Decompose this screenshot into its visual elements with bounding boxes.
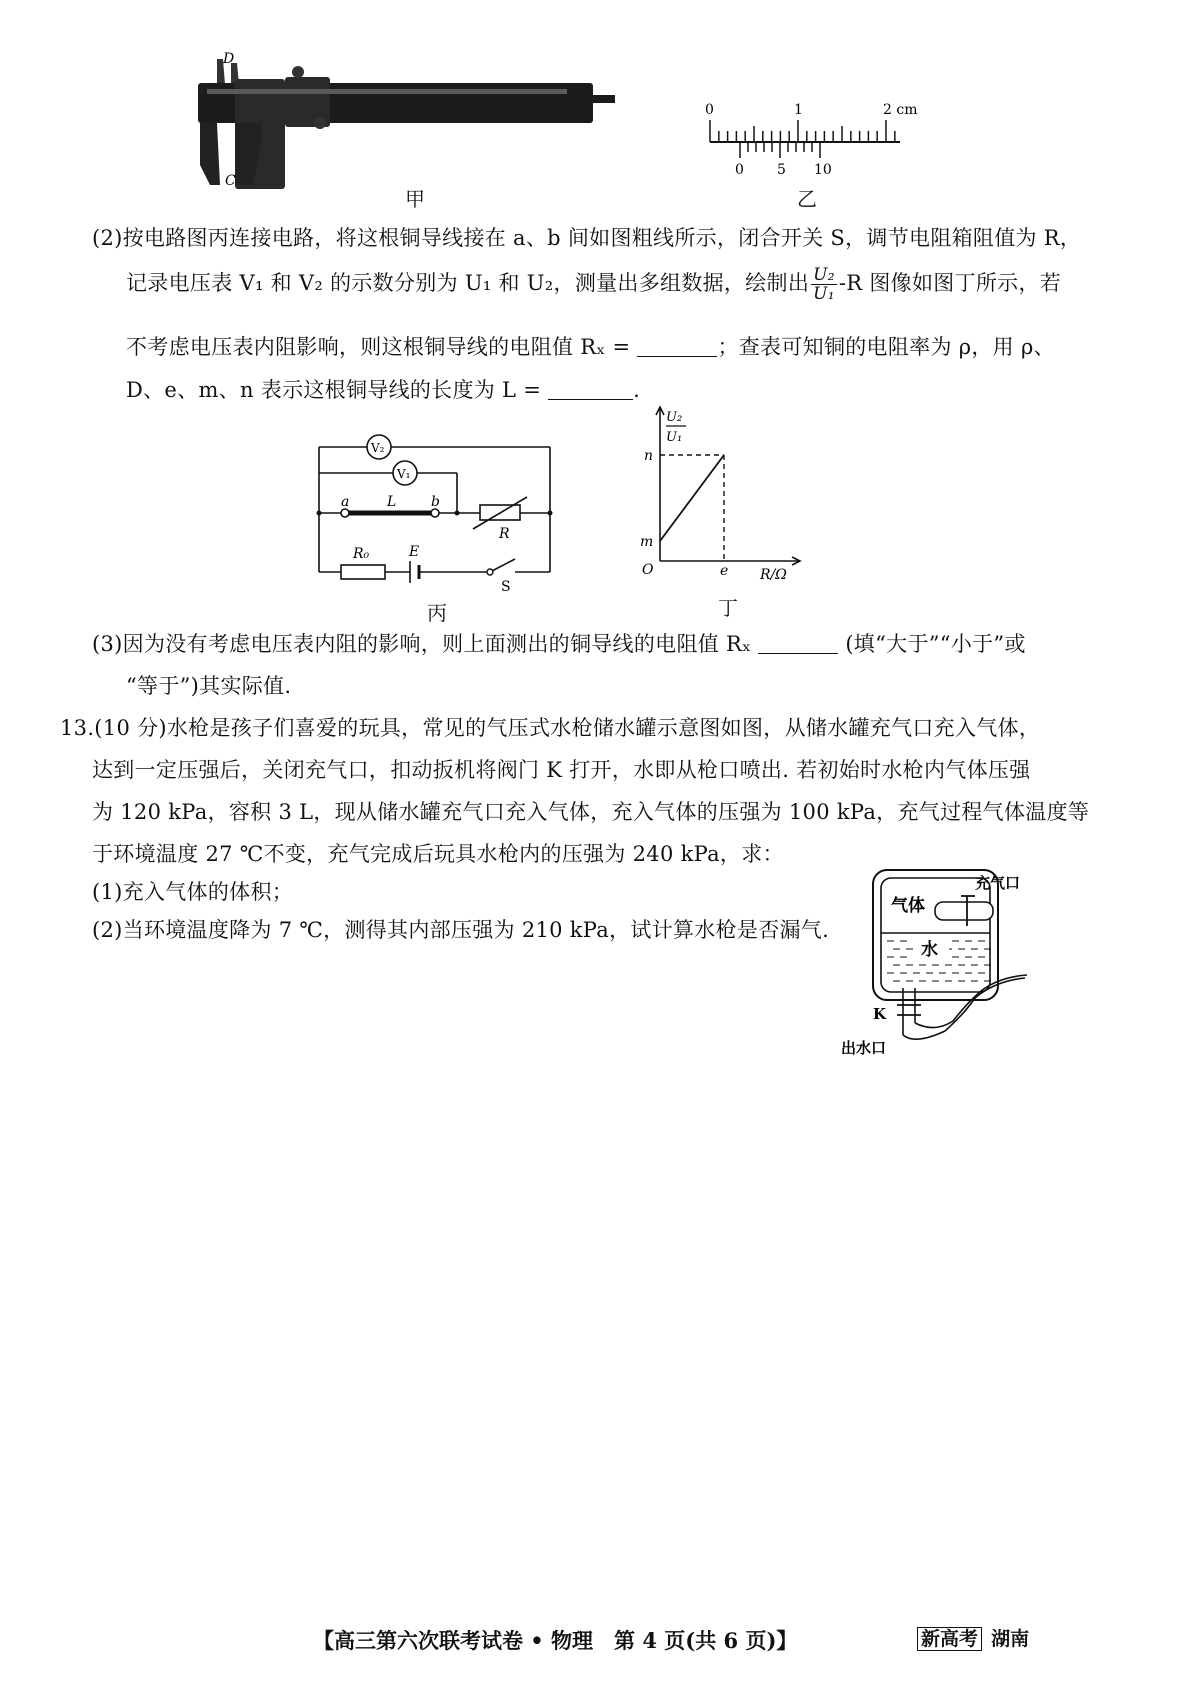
caliper-jaw-d-label: D <box>223 51 235 67</box>
footer-tag-wrap <box>917 1624 1029 1651</box>
q12-p2-line1: (2)按电路图丙连接电路，将这根铜导线接在 a、b 间如图粗线所示，闭合开关 S，调节电阻箱阻值为 R， <box>92 226 1082 250</box>
q12-p2-line4 <box>126 374 640 404</box>
tick-e-label: e <box>720 563 729 579</box>
resistor-r0-icon <box>341 565 385 579</box>
x-axis-label: R/Ω <box>760 567 787 583</box>
valve-k-label: K <box>873 1005 887 1023</box>
voltmeter-v1-label: V₁ <box>397 467 411 481</box>
q12-p2-line2 <box>126 266 1061 303</box>
ratio-vs-r-graph <box>632 403 812 583</box>
q12-p3-line1 <box>92 628 1026 658</box>
switch-s-label: S <box>501 579 511 595</box>
water-tank-figure <box>835 863 1050 1063</box>
q13-line2: 达到一定压强后，关闭充气口，扣动扳机将阀门 K 打开，水即从枪口喷出. 若初始时水枪内气体压强 <box>92 758 1031 782</box>
q12-p2-line3-start: 不考虑电压表内阻影响，则这根铜导线的电阻值 Rₓ = <box>126 335 631 359</box>
q13-line3: 为 120 kPa，容积 3 L，现从储水罐充气口充入气体，充入气体的压强为 100 kPa，充气过程气体温度等 <box>92 800 1090 824</box>
q12-p3-line1-start: (3)因为没有考虑电压表内阻的影响，则上面测出的铜导线的电阻值 Rₓ <box>92 632 752 656</box>
ratio-fraction <box>811 266 837 303</box>
tick-m-label: m <box>640 534 654 550</box>
q12-p3-line1-end: (填“大于”“小于”或 <box>845 632 1026 656</box>
caliper-figure <box>195 45 635 190</box>
terminal-a-label: a <box>341 494 350 510</box>
tick-n-label: n <box>644 448 654 464</box>
q13-line1: 13.(10 分)水枪是孩子们喜爱的玩具，常见的气压式水枪储水罐示意图如图，从储水罐充气口充入气体， <box>60 716 1041 740</box>
exam-type-badge: 新高考 <box>917 1627 982 1651</box>
vernier-main-tick-1: 1 <box>794 102 803 118</box>
q12-p2-line4-end: . <box>633 378 641 402</box>
q13-sub1: (1)充入气体的体积； <box>92 880 294 904</box>
inlet-label: 充气口 <box>975 874 1021 892</box>
resistance-box-label: R <box>499 526 510 542</box>
gas-label: 气体 <box>891 896 925 916</box>
vernier-vtick-0: 0 <box>735 162 744 178</box>
vernier-main-tick-2: 2 cm <box>883 102 918 118</box>
rx-answer-blank[interactable] <box>637 338 717 357</box>
caliper-jaw-c-label: C <box>225 173 236 189</box>
y-axis-numerator: U₂ <box>666 410 683 425</box>
region-label: 湖南 <box>991 1628 1030 1650</box>
q12-p2-line3 <box>126 331 1055 361</box>
resistor-r0-label: R₀ <box>353 546 370 562</box>
q13-line4: 于环境温度 27 ℃不变，充气完成后玩具水枪内的压强为 240 kPa，求： <box>92 842 784 866</box>
outlet-label: 出水口 <box>841 1039 887 1057</box>
caliper-caption: 甲 <box>405 187 425 211</box>
vernier-scale-figure <box>700 98 940 183</box>
q12-p2-line2-end: -R 图像如图丁所示，若 <box>838 271 1062 295</box>
page-footer-title: 【高三第六次联考试卷 • 物理 第 4 页(共 6 页)】 <box>313 1628 798 1653</box>
vernier-caption: 乙 <box>797 187 817 211</box>
ratio-denominator: U₁ <box>813 284 835 304</box>
battery-e-label: E <box>409 544 420 560</box>
q12-p2-line3-end: ；查表可知铜的电阻率为 ρ，用 ρ、 <box>717 335 1055 359</box>
water-label: 水 <box>921 940 938 960</box>
comparison-answer-blank[interactable] <box>758 635 838 654</box>
length-answer-blank[interactable] <box>548 381 633 400</box>
terminal-b-label: b <box>431 494 440 510</box>
y-axis-denominator: U₁ <box>666 430 683 445</box>
ratio-line <box>660 455 724 541</box>
circuit-caption: 丙 <box>427 601 447 625</box>
q12-p2-line2-start: 记录电压表 V₁ 和 V₂ 的示数分别为 U₁ 和 U₂，测量出多组数据，绘制出 <box>126 271 810 295</box>
vernier-vtick-10: 10 <box>814 162 832 178</box>
q12-p3-line2: “等于”)其实际值. <box>126 674 292 698</box>
ratio-numerator: U₂ <box>813 265 835 285</box>
q12-p2-line4-start: D、e、m、n 表示这根铜导线的长度为 L = <box>126 378 542 402</box>
vernier-vtick-5: 5 <box>777 162 786 178</box>
graph-caption: 丁 <box>718 596 738 620</box>
voltmeter-v2-label: V₂ <box>371 441 385 455</box>
q13-sub2: (2)当环境温度降为 7 ℃，测得其内部压强为 210 kPa，试计算水枪是否漏气. <box>92 918 830 942</box>
circuit-diagram <box>305 425 570 600</box>
wire-l-label: L <box>387 494 397 510</box>
origin-label: O <box>642 562 654 578</box>
vernier-main-tick-0: 0 <box>705 102 714 118</box>
